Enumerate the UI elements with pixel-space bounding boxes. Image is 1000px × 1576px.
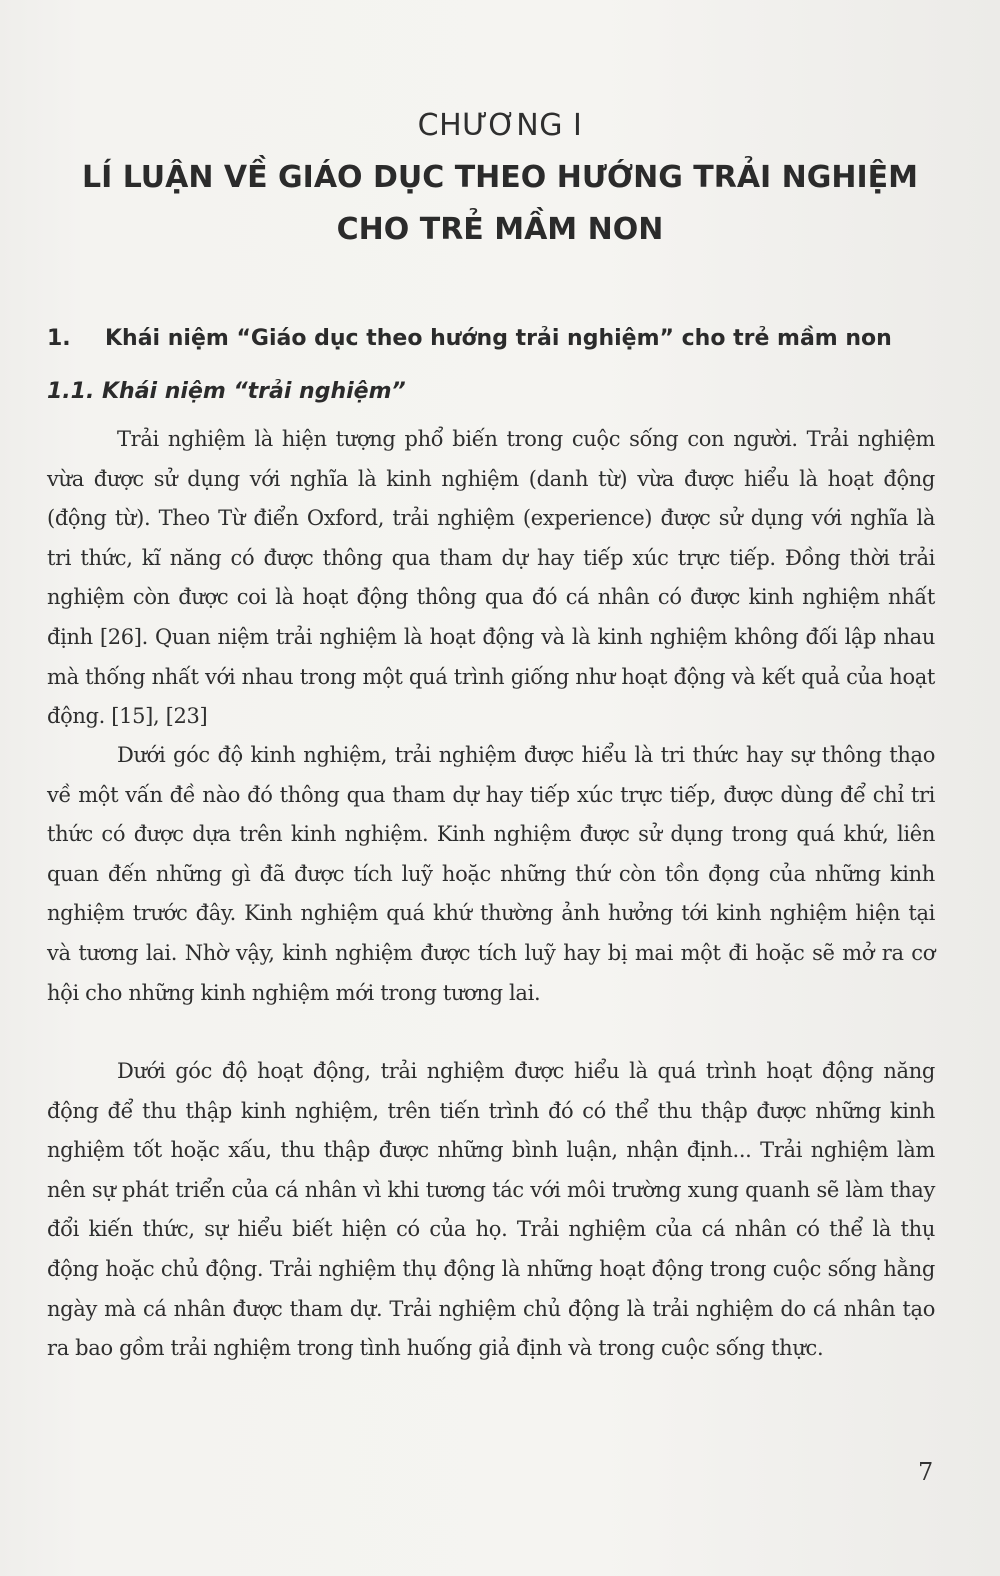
section-title: Khái niệm “Giáo dục theo hướng trải nghiệm” cho trẻ mầm non [105,326,892,351]
section-number: 1. [47,326,71,351]
chapter-title: LÍ LUẬN VỀ GIÁO DỤC THEO HƯỚNG TRẢI NGHIỆM CHO TRẺ MẦM NON [81,160,919,247]
paragraph: Dưới góc độ hoạt động, trải nghiệm được hiểu là quá trình hoạt động năng động để thu thập kinh nghiệm, trên tiến trình đó có thể thu thập được những kinh nghiệm tốt hoặc xấu, thu thập được những bình luận, nhận định... Trải nghiệm làm nên sự phát triển của cá nhân vì khi tương tác với môi trường xung quanh sẽ làm thay đổi kiến thức, sự hiểu biết hiện có của họ. Trải nghiệm của cá nhân có thể là thụ động hoặc chủ động. Trải nghiệm thụ động là những hoạt động trong cuộc sống hằng ngày mà cá nhân được tham dự. Trải nghiệm chủ động là trải nghiệm do cá nhân tạo ra bao gồm trải nghiệm trong tình huống giả định và trong cuộc sống thực. [47,1059,935,1361]
paragraph: Dưới góc độ kinh nghiệm, trải nghiệm được hiểu là tri thức hay sự thông thạo về một vấn đề nào đó thông qua tham dự hay tiếp xúc trực tiếp, được dùng để chỉ tri thức có được dựa trên kinh nghiệm. Kinh nghiệm được sử dụng trong quá khứ, liên quan đến những gì đã được tích luỹ hoặc những thứ còn tồn đọng của những kinh nghiệm trước đây. Kinh nghiệm quá khứ thường ảnh hưởng tới kinh nghiệm hiện tại và tương lai. Nhờ vậy, kinh nghiệm được tích luỹ hay bị mai một đi hoặc sẽ mở ra cơ hội cho những kinh nghiệm mới trong tương lai. [47,743,935,1005]
chapter-label: CHƯƠNG I [417,108,583,143]
subsection-heading: 1.1. Khái niệm “trải nghiệm” [47,379,406,404]
paragraph: Trải nghiệm là hiện tượng phổ biến trong cuộc sống con người. Trải nghiệm vừa được sử dụng với nghĩa là kinh nghiệm (danh từ) vừa được hiểu là hoạt động (động từ). Theo Từ điển Oxford, trải nghiệm (experience) được sử dụng với nghĩa là tri thức, kĩ năng có được thông qua tham dự hay tiếp xúc trực tiếp. Đồng thời trải nghiệm còn được coi là hoạt động thông qua đó cá nhân có được kinh nghiệm nhất định [26]. Quan niệm trải nghiệm là hoạt động và là kinh nghiệm không đối lập nhau mà thống nhất với nhau trong một quá trình giống như hoạt động và kết quả của hoạt động. [15], [23] [47,427,935,729]
page-number: 7 [918,1458,934,1486]
section-heading [47,323,947,355]
